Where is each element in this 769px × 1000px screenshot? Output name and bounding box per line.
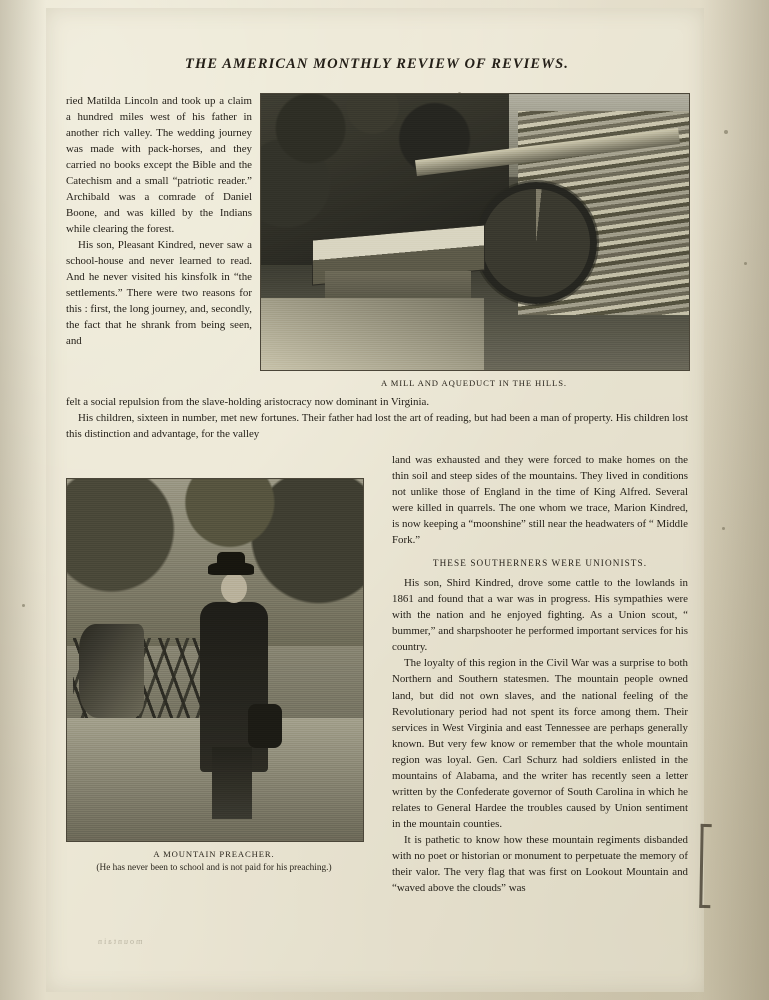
column-left-top: [66, 93, 252, 350]
paragraph: ried Matilda Lincoln and took up a claim a hundred miles west of his father in another rich valley. The wedding journey was made with pack-horses, and they carried no books except the Bible and the Catechism and a small “patriotic reader.” Archibald was a comrade of Daniel Boone, and was killed by the Indians while clearing the forest.: [66, 95, 252, 236]
figure-mountain-preacher: [66, 478, 362, 875]
photo-mountain-preacher: [66, 478, 364, 842]
figure-caption-subtitle: (He has never been to school and is not paid for his preaching.): [96, 863, 332, 874]
paragraph: His son, Pleasant Kindred, never saw a school-house and never learned to read. And he never visited his kinsfolk in “the settlements.” There were two reasons for this : first, the long journey, and, secondly, the fact that he shrank from being seen, and: [66, 239, 252, 348]
offset-ghost-text: mountain: [96, 937, 143, 946]
paragraph: It is pathetic to know how these mountain regiments disbanded with no poet or historian or monument to perpetuate the memory of their valor. The very flag that was first on Lookout Mountain and “waved above the clouds” was: [392, 833, 688, 894]
running-head: THE AMERICAN MONTHLY REVIEW OF REVIEWS.: [184, 56, 570, 72]
ink-bracket-mark: [699, 824, 711, 908]
top-zone: [66, 93, 688, 388]
paper-speck: [724, 130, 728, 134]
photo-grain-overlay: [261, 94, 689, 370]
figure-mill-aqueduct: [260, 93, 688, 388]
paragraph: The loyalty of this region in the Civil War was a surprise to both Northern and Southern statesmen. The mountain people owned land, but did not own slaves, and the national feeling of the Revolutionary period had not spent its force among them. Their services in West Virginia and east Tennessee are perhaps generally known. But very few know or remember that the whole mountain region was loyal. Gen. Carl Schurz had soldiers enlisted in the mountains of Alabama, and the writer has recently seen a letter written by the Confederate governor of South Carolina in which he relates to General Hardee the troubles caused by Union sentiment in the mountain counties.: [392, 657, 688, 830]
two-column-zone: [66, 452, 688, 896]
page-content: [66, 56, 688, 896]
paragraph: His children, sixteen in number, met new fortunes. Their father had lost the art of reading, but had been a man of property. His children lost this distinction and advantage, for the valley: [66, 412, 688, 441]
paragraph: felt a social repulsion from the slave-holding aristocracy now dominant in Virginia.: [66, 396, 430, 408]
section-subheading: THESE SOUTHERNERS WERE UNIONISTS.: [432, 558, 648, 569]
paper-speck: [22, 604, 25, 607]
photo-grain-overlay: [67, 479, 363, 841]
column-right: [392, 452, 688, 896]
photo-mill-and-aqueduct: [260, 93, 690, 371]
full-width-paragraphs: [66, 388, 688, 442]
paper-speck: [722, 527, 725, 530]
paper-speck: [744, 262, 747, 265]
figure-caption: A MOUNTAIN PREACHER.: [153, 849, 275, 860]
paragraph: His son, Shird Kindred, drove some cattle to the lowlands in 1861 and found that a war was in progress. His sympathies were with the nation and he enjoyed fighting. As a Union scout, “ bummer,” and sharpshooter he performed important services for his country.: [392, 577, 688, 654]
figure-caption: A MILL AND AQUEDUCT IN THE HILLS.: [381, 378, 567, 388]
paragraph: land was exhausted and they were forced to make homes on the thin soil and steep sides of the mountains. They lived in conditions not unlike those of England in the time of King Alfred. Several were killed in quarrels. The one whom we trace, Marion Kindred, is now keeping a “moonshine” still near the headwaters of “ Middle Fork.”: [392, 454, 688, 547]
column-left: [66, 452, 362, 875]
